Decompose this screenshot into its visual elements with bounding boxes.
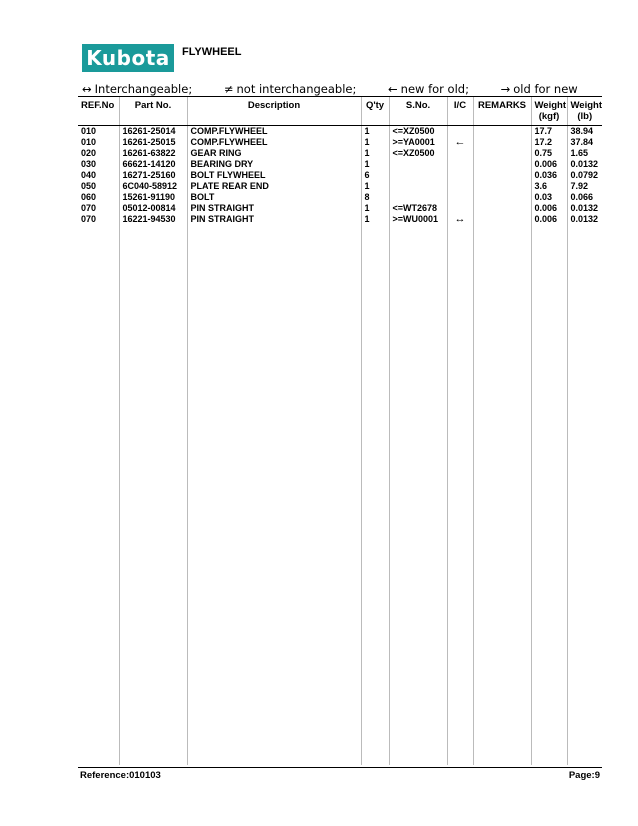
cell-qty: 1	[361, 181, 389, 192]
parts-table-container	[78, 96, 602, 765]
table-row	[78, 203, 602, 214]
col-header-weight-lb: Weight (lb)	[567, 97, 602, 126]
cell-remarks	[473, 126, 531, 138]
cell-remarks	[473, 137, 531, 148]
cell-ref: 020	[81, 148, 97, 158]
cell-ic	[447, 126, 473, 138]
cell-part-no: 66621-14120	[119, 159, 187, 170]
cell-description: BEARING DRY	[187, 159, 361, 170]
cell-weight-lb: 38.94	[567, 126, 602, 138]
cell-part-no: 16261-25015	[119, 137, 187, 148]
cell-qty: 6	[361, 170, 389, 181]
cell-ref: 060	[81, 192, 97, 202]
cell-remarks	[473, 203, 531, 214]
right-arrow-icon: →	[500, 82, 511, 96]
cell-sno	[389, 159, 447, 170]
not-equal-icon: ≠	[223, 82, 234, 96]
page-title: FLYWHEEL	[182, 46, 242, 58]
cell-weight-kgf: 17.7	[531, 126, 567, 138]
interchangeability-legend	[82, 82, 606, 96]
cell-sno: >=YA0001	[389, 137, 447, 148]
table-row	[78, 159, 602, 170]
cell-part-no: 15261-91190	[119, 192, 187, 203]
cell-description: BOLT FLYWHEEL	[187, 170, 361, 181]
cell-weight-lb: 7.92	[567, 181, 602, 192]
double-arrow-icon: ↔	[82, 82, 92, 96]
cell-ic	[447, 148, 473, 159]
legend-item-interchangeable: ↔ Interchangeable;	[82, 82, 193, 96]
cell-weight-lb: 0.0792	[567, 170, 602, 181]
cell-part-no: 16261-63822	[119, 148, 187, 159]
cell-qty: 1	[361, 137, 389, 148]
col-header-part: Part No.	[119, 97, 187, 126]
cell-weight-kgf: 0.75	[531, 148, 567, 159]
cell-part-no: 16271-25160	[119, 170, 187, 181]
cell-description: GEAR RING	[187, 148, 361, 159]
cell-weight-kgf: 0.006	[531, 203, 567, 214]
cell-remarks	[473, 148, 531, 159]
cell-ic: ↔	[447, 214, 473, 225]
cell-weight-kgf: 17.2	[531, 137, 567, 148]
col-header-description: Description	[187, 97, 361, 126]
cell-remarks	[473, 214, 531, 225]
cell-qty: 1	[361, 159, 389, 170]
cell-part-no: 16221-94530	[119, 214, 187, 225]
cell-sno: <=XZ0500	[389, 126, 447, 138]
kubota-logo: Kubota	[82, 44, 174, 72]
cell-ref: 040	[81, 170, 97, 180]
cell-qty: 1	[361, 214, 389, 225]
cell-description: PIN STRAIGHT	[187, 203, 361, 214]
cell-remarks	[473, 181, 531, 192]
cell-ic	[447, 159, 473, 170]
cell-description: COMP.FLYWHEEL	[187, 126, 361, 138]
table-row	[78, 214, 602, 225]
cell-description: PLATE REAR END	[187, 181, 361, 192]
cell-ref: 010	[81, 137, 97, 147]
table-header-row	[78, 97, 602, 126]
parts-table	[78, 96, 602, 765]
cell-weight-kgf: 0.036	[531, 170, 567, 181]
legend-item-new-for-old: ← new for old;	[388, 82, 469, 96]
cell-sno: <=WT2678	[389, 203, 447, 214]
cell-ic: ←	[447, 137, 473, 148]
cell-remarks	[473, 192, 531, 203]
cell-ic	[447, 192, 473, 203]
cell-qty: 1	[361, 203, 389, 214]
table-row	[78, 137, 602, 148]
cell-sno	[389, 181, 447, 192]
table-row	[78, 170, 602, 181]
col-header-ic: I/C	[447, 97, 473, 126]
cell-description: BOLT	[187, 192, 361, 203]
cell-qty: 8	[361, 192, 389, 203]
col-header-ref: REF.No	[78, 97, 119, 126]
table-row	[78, 126, 602, 138]
table-row	[78, 181, 602, 192]
cell-ref: 070	[81, 203, 97, 213]
cell-weight-lb: 0.0132	[567, 203, 602, 214]
col-header-remarks: REMARKS	[473, 97, 531, 126]
table-row	[78, 192, 602, 203]
table-row	[78, 148, 602, 159]
cell-part-no: 16261-25014	[119, 126, 187, 138]
cell-qty: 1	[361, 148, 389, 159]
cell-weight-kgf: 0.006	[531, 159, 567, 170]
cell-weight-kgf: 0.006	[531, 214, 567, 225]
cell-ic	[447, 181, 473, 192]
cell-part-no: 6C040-58912	[119, 181, 187, 192]
cell-sno	[389, 170, 447, 181]
cell-description: COMP.FLYWHEEL	[187, 137, 361, 148]
cell-ref: 010	[81, 126, 97, 136]
cell-ref: 070	[81, 214, 97, 224]
cell-remarks	[473, 170, 531, 181]
reference-number: Reference:010103	[80, 770, 161, 781]
cell-weight-lb: 0.066	[567, 192, 602, 203]
cell-remarks	[473, 159, 531, 170]
page-number: Page:9	[568, 770, 600, 781]
cell-sno: <=XZ0500	[389, 148, 447, 159]
cell-weight-kgf: 0.03	[531, 192, 567, 203]
cell-weight-lb: 37.84	[567, 137, 602, 148]
cell-ic	[447, 203, 473, 214]
left-arrow-icon: ←	[388, 82, 398, 96]
cell-weight-lb: 0.0132	[567, 159, 602, 170]
cell-ref: 030	[81, 159, 97, 169]
legend-item-not-interchangeable: ≠ not interchangeable;	[223, 82, 357, 96]
cell-description: PIN STRAIGHT	[187, 214, 361, 225]
col-header-qty: Q'ty	[361, 97, 389, 126]
col-header-weight-kgf: Weight (kgf)	[531, 97, 567, 126]
page-footer	[78, 767, 602, 781]
cell-weight-lb: 0.0132	[567, 214, 602, 225]
cell-sno	[389, 192, 447, 203]
cell-sno: >=WU0001	[389, 214, 447, 225]
legend-item-old-for-new: → old for new	[500, 82, 578, 96]
table-filler-row	[78, 225, 602, 765]
cell-ref: 050	[81, 181, 97, 191]
cell-part-no: 05012-00814	[119, 203, 187, 214]
col-header-sno: S.No.	[389, 97, 447, 126]
cell-qty: 1	[361, 126, 389, 138]
cell-ic	[447, 170, 473, 181]
cell-weight-lb: 1.65	[567, 148, 602, 159]
cell-weight-kgf: 3.6	[531, 181, 567, 192]
